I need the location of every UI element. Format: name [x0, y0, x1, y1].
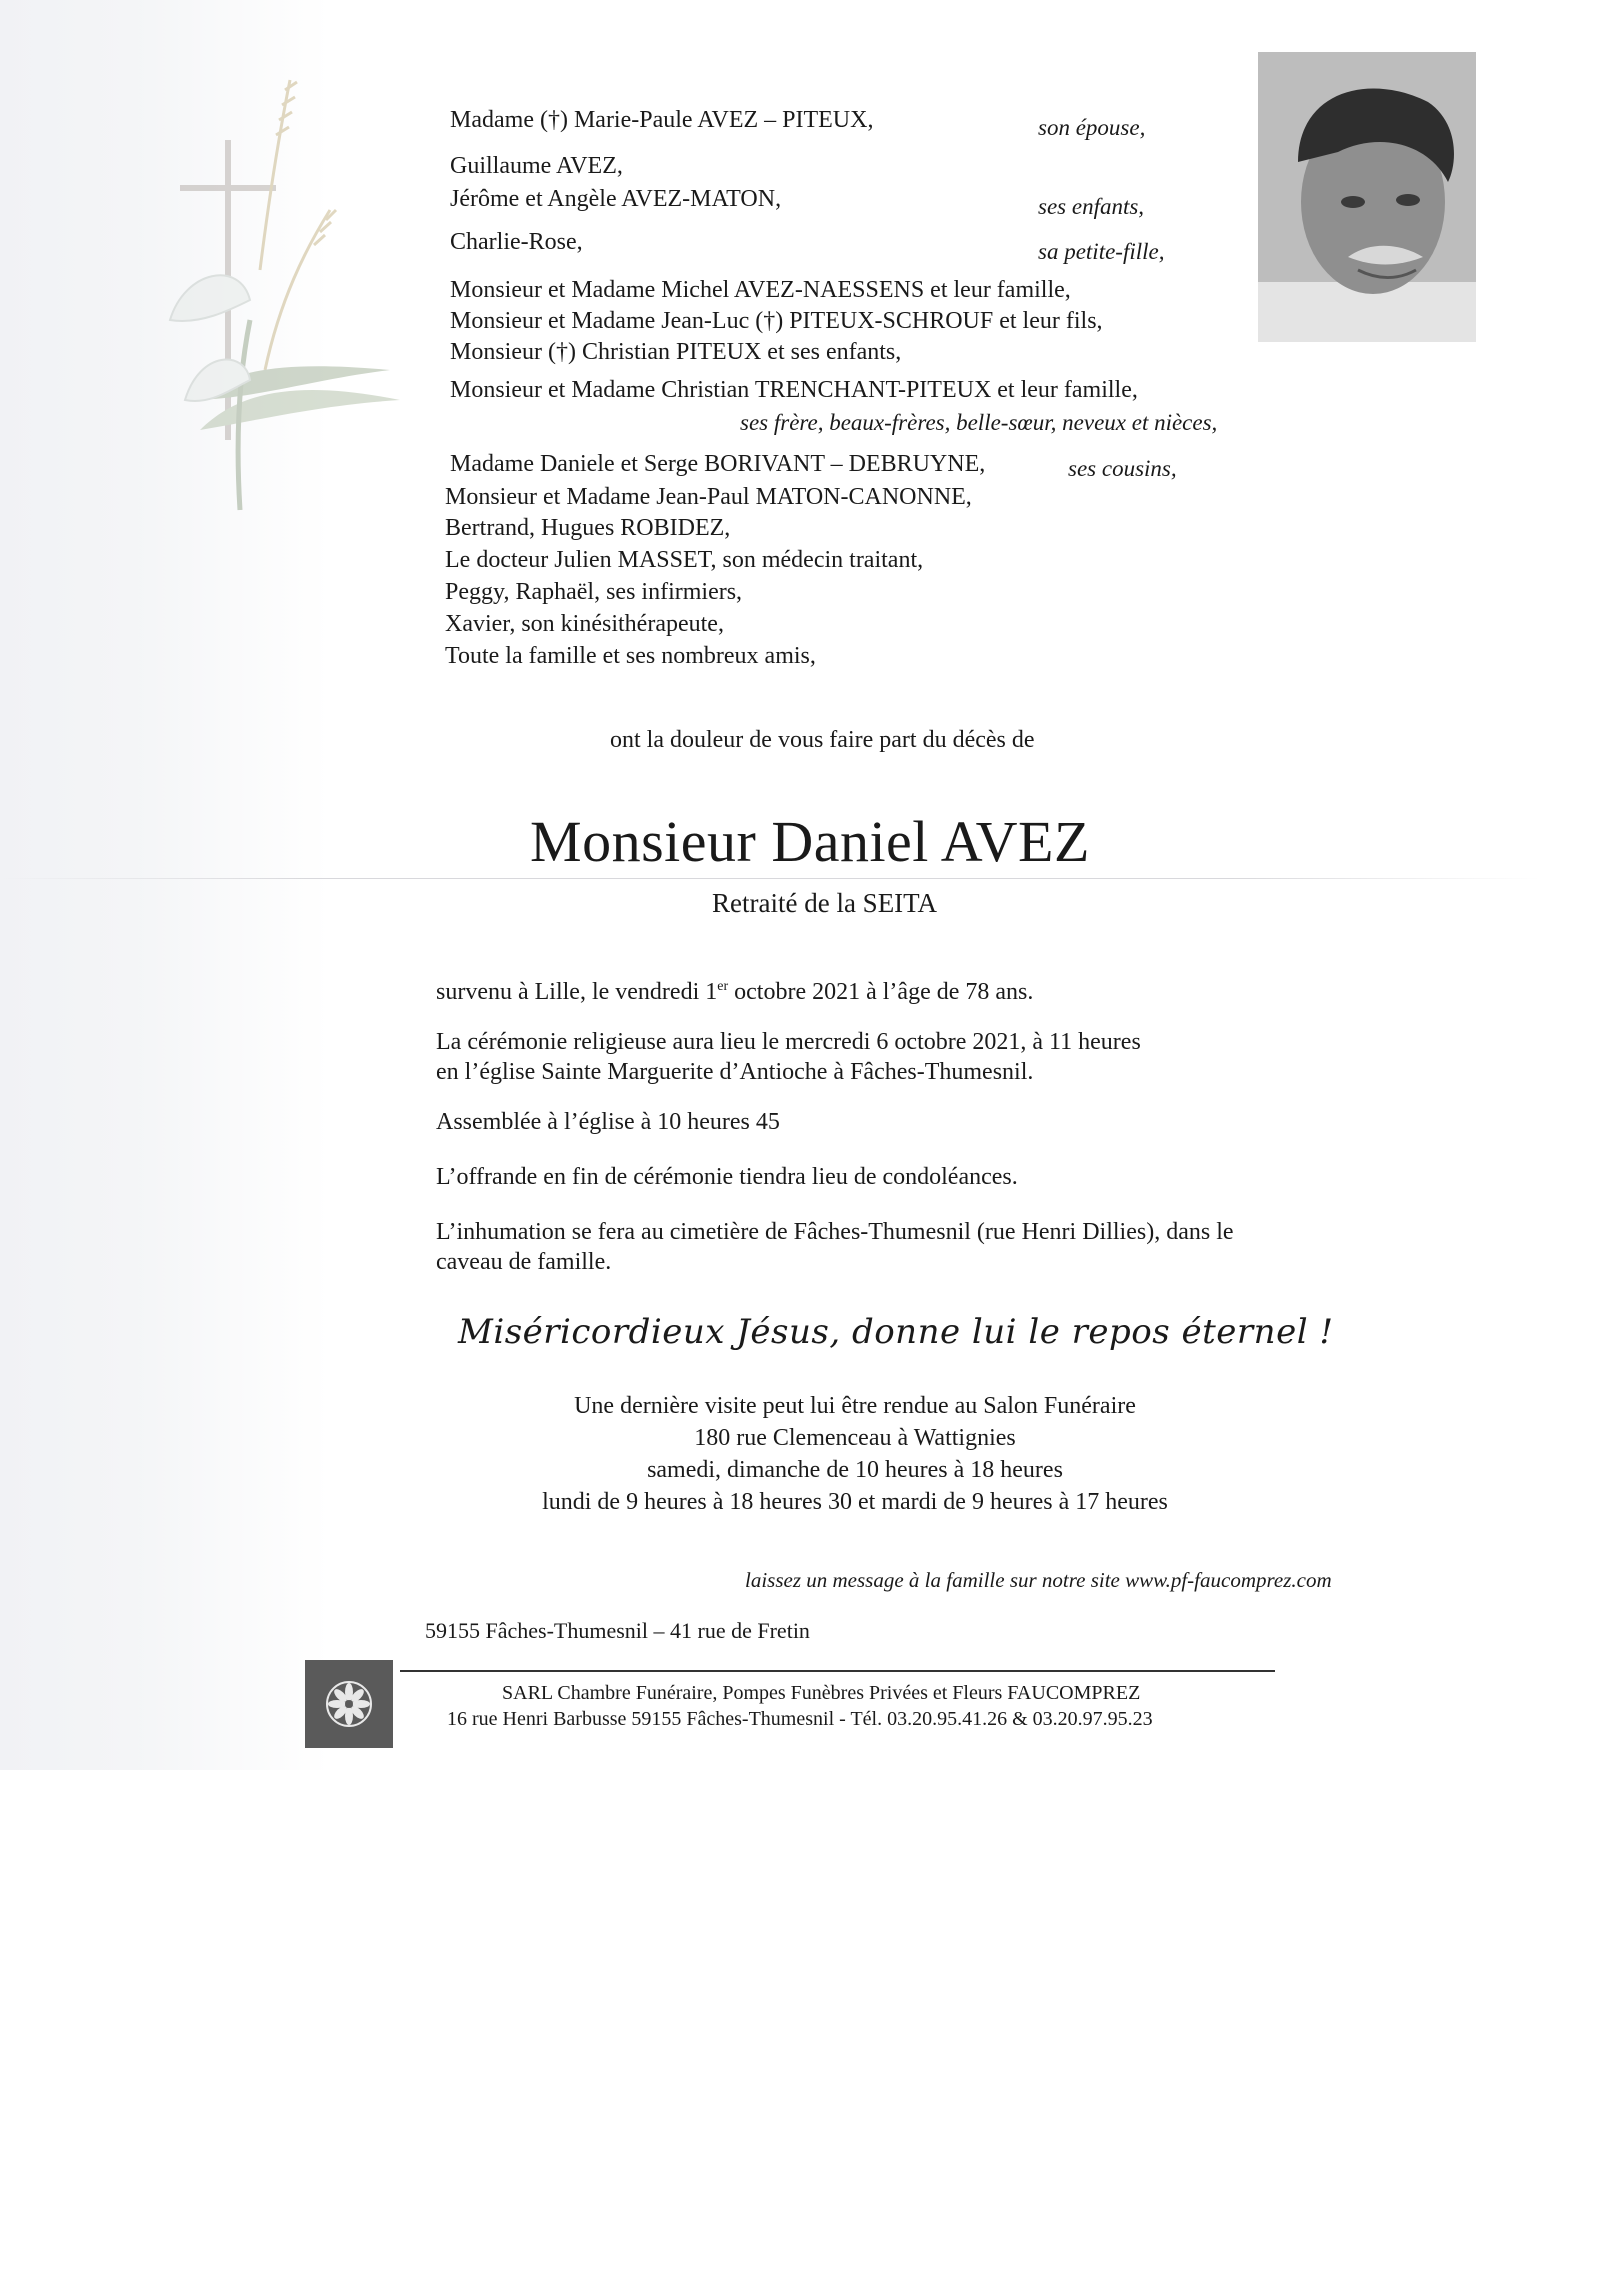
- visit-address: 180 rue Clemenceau à Wattignies: [694, 1425, 1016, 1451]
- family-line: Monsieur et Madame Jean-Paul MATON-CANONNE,: [445, 484, 972, 510]
- family-line: Monsieur (†) Christian PITEUX et ses enfants,: [450, 339, 902, 365]
- family-line: Madame (†) Marie-Paule AVEZ – PITEUX,: [450, 107, 874, 133]
- family-role: son épouse,: [1038, 115, 1146, 140]
- website-note: laissez un message à la famille sur notre site www.pf-faucomprez.com: [745, 1568, 1332, 1592]
- family-role: sa petite-fille,: [1038, 239, 1165, 264]
- family-role: ses frère, beaux-frères, belle-sœur, neveux et nièces,: [740, 410, 1218, 435]
- fold-line: [0, 878, 1540, 879]
- company-logo-icon: [305, 1660, 393, 1748]
- family-line: Xavier, son kinésithérapeute,: [445, 611, 724, 637]
- cross-lily-illustration: [130, 70, 430, 520]
- family-line: Charlie-Rose,: [450, 229, 583, 255]
- footer-company: SARL Chambre Funéraire, Pompes Funèbres Privées et Fleurs FAUCOMPREZ: [502, 1682, 1141, 1704]
- visit-hours-week: lundi de 9 heures à 18 heures 30 et mardi de 9 heures à 17 heures: [542, 1489, 1168, 1515]
- family-line: Toute la famille et ses nombreux amis,: [445, 643, 816, 669]
- assembly-time: Assemblée à l’église à 10 heures 45: [436, 1109, 780, 1135]
- family-line: Jérôme et Angèle AVEZ-MATON,: [450, 186, 782, 212]
- prayer-line: Miséricordieux Jésus, donne lui le repos éternel !: [458, 1312, 1334, 1352]
- family-line: Monsieur et Madame Jean-Luc (†) PITEUX-SCHROUF et leur fils,: [450, 308, 1103, 334]
- family-line: Guillaume AVEZ,: [450, 153, 623, 179]
- ceremony-details: La cérémonie religieuse aura lieu le mercredi 6 octobre 2021, à 11 heures: [436, 1029, 1141, 1055]
- ceremony-location: en l’église Sainte Marguerite d’Antioche à Fâches-Thumesnil.: [436, 1059, 1034, 1085]
- family-line: Monsieur et Madame Michel AVEZ-NAESSENS et leur famille,: [450, 277, 1071, 303]
- family-line: Peggy, Raphaël, ses infirmiers,: [445, 579, 743, 605]
- offering-note: L’offrande en fin de cérémonie tiendra lieu de condoléances.: [436, 1164, 1018, 1190]
- announcement-intro: ont la douleur de vous faire part du décès de: [610, 727, 1035, 753]
- family-line: Monsieur et Madame Christian TRENCHANT-PITEUX et leur famille,: [450, 377, 1138, 403]
- deceased-name: Monsieur Daniel AVEZ: [530, 809, 1090, 874]
- family-line: Le docteur Julien MASSET, son médecin traitant,: [445, 547, 924, 573]
- burial-details: L’inhumation se fera au cimetière de Fâches-Thumesnil (rue Henri Dillies), dans le: [436, 1219, 1234, 1245]
- address-line: 59155 Fâches-Thumesnil – 41 rue de Fretin: [425, 1618, 810, 1643]
- family-role: ses enfants,: [1038, 194, 1145, 219]
- burial-location: caveau de famille.: [436, 1249, 612, 1275]
- visit-line: Une dernière visite peut lui être rendue au Salon Funéraire: [574, 1393, 1136, 1419]
- portrait-photo: [1258, 52, 1476, 342]
- family-role: ses cousins,: [1068, 456, 1177, 481]
- death-details: survenu à Lille, le vendredi 1er octobre 2021 à l’âge de 78 ans.: [436, 979, 1034, 1005]
- footer-contact: 16 rue Henri Barbusse 59155 Fâches-Thumesnil - Tél. 03.20.95.41.26 & 03.20.97.95.23: [447, 1708, 1153, 1730]
- family-line: Madame Daniele et Serge BORIVANT – DEBRUYNE,: [450, 451, 986, 477]
- family-line: Bertrand, Hugues ROBIDEZ,: [445, 515, 731, 541]
- footer-divider: [400, 1670, 1275, 1672]
- deceased-subtitle: Retraité de la SEITA: [712, 888, 938, 918]
- visit-hours-weekend: samedi, dimanche de 10 heures à 18 heures: [647, 1457, 1063, 1483]
